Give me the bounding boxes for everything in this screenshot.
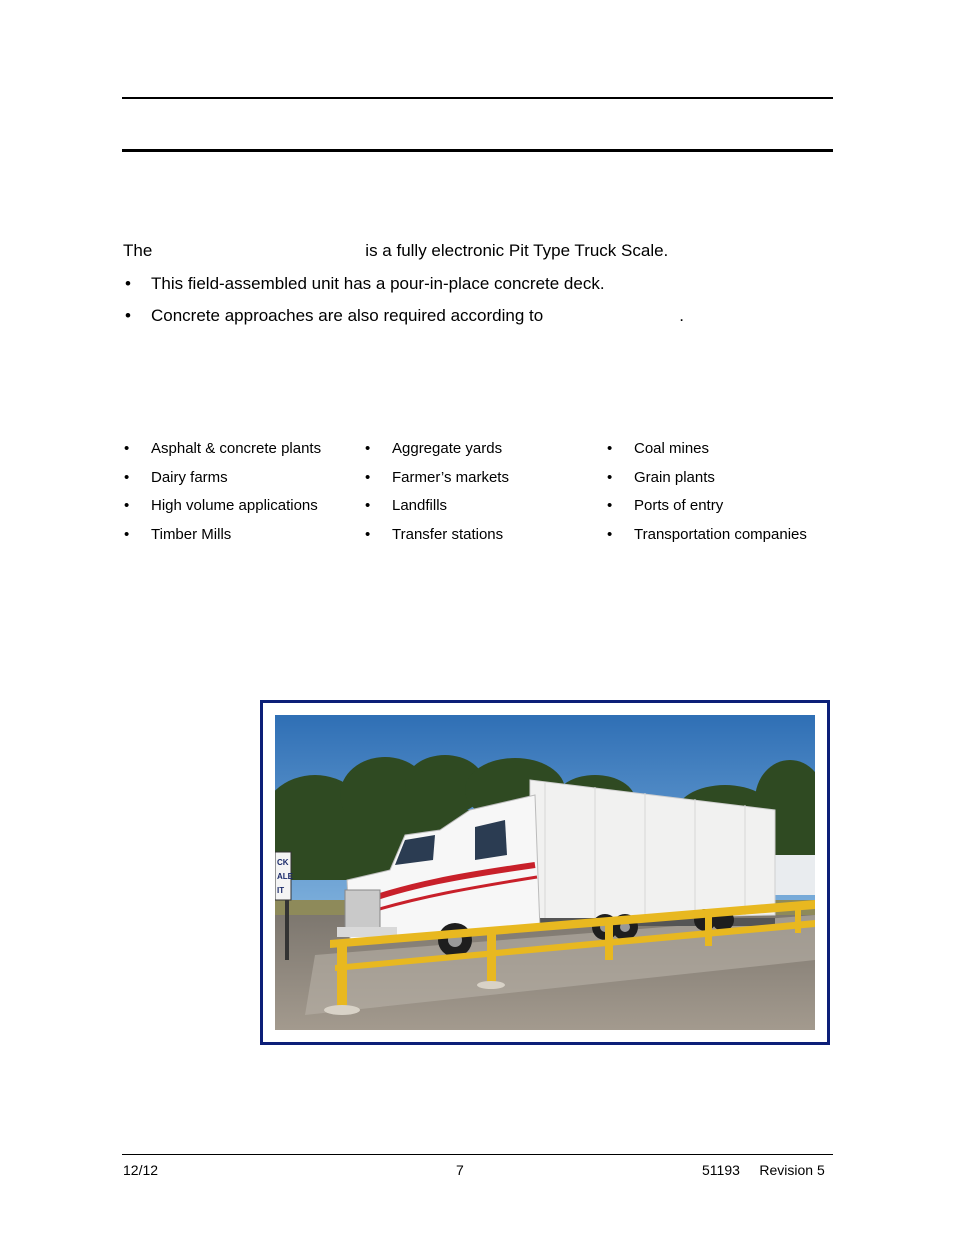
list-item: • Farmer’s markets bbox=[365, 468, 509, 486]
list-item: • Ports of entry bbox=[607, 497, 724, 514]
list-item: • Dairy farms bbox=[124, 468, 228, 486]
intro-rest: is a fully electronic Pit Type Truck Scale. bbox=[365, 241, 669, 260]
applications-column-2 bbox=[364, 439, 509, 553]
footer-rule bbox=[122, 1154, 833, 1155]
application-label: Coal mines bbox=[634, 440, 710, 457]
application-label: Asphalt & concrete plants bbox=[151, 440, 322, 457]
application-label: Transfer stations bbox=[392, 525, 504, 543]
intro-paragraph bbox=[123, 240, 668, 262]
applications-column-3 bbox=[606, 439, 807, 553]
header-rule-top bbox=[122, 97, 833, 99]
feature-list bbox=[123, 273, 684, 337]
footer-date: 12/12 bbox=[123, 1162, 159, 1178]
application-label: Timber Mills bbox=[151, 525, 232, 543]
list-item: • Transfer stations bbox=[365, 525, 504, 543]
list-item: • Concrete approaches are also required according to . bbox=[125, 306, 684, 325]
sign-text: IT bbox=[277, 886, 285, 895]
footer-doc-revision bbox=[702, 1162, 825, 1178]
feature-period: . bbox=[679, 306, 684, 325]
revision-label: Revision 5 bbox=[759, 1162, 825, 1178]
list-item: • Coal mines bbox=[607, 440, 710, 457]
truck-scale-photo bbox=[275, 715, 815, 1030]
sign-text: ALE bbox=[277, 872, 293, 881]
grille bbox=[345, 890, 380, 930]
list-item: • High volume applications bbox=[124, 497, 318, 514]
header-rule-bottom bbox=[122, 149, 833, 152]
application-label: Transportation companies bbox=[634, 525, 807, 543]
sign-text: CK bbox=[277, 858, 289, 867]
list-item: • Aggregate yards bbox=[365, 440, 503, 457]
applications-column-1 bbox=[123, 439, 321, 553]
intro-lead: The bbox=[123, 241, 153, 260]
far-building bbox=[770, 855, 815, 895]
application-label: Farmer’s markets bbox=[392, 468, 509, 486]
application-label: Landfills bbox=[392, 497, 448, 514]
list-item: • Transportation companies bbox=[607, 525, 807, 543]
list-item: • Landfills bbox=[365, 497, 448, 514]
feature-text: Concrete approaches are also required according to bbox=[151, 306, 544, 325]
list-item: • Timber Mills bbox=[124, 525, 232, 543]
feature-text: This field-assembled unit has a pour-in-place concrete deck. bbox=[151, 274, 605, 293]
application-label: Grain plants bbox=[634, 468, 715, 486]
application-label: Aggregate yards bbox=[392, 440, 503, 457]
page-number: 7 bbox=[456, 1162, 464, 1178]
list-item: • This field-assembled unit has a pour-in-place concrete deck. bbox=[125, 274, 605, 293]
application-label: Dairy farms bbox=[151, 468, 228, 486]
list-item: • Asphalt & concrete plants bbox=[124, 440, 322, 457]
application-label: Ports of entry bbox=[634, 497, 724, 514]
list-item: • Grain plants bbox=[607, 468, 715, 486]
doc-number: 51193 bbox=[702, 1162, 740, 1178]
truck-scale-photo-frame bbox=[260, 700, 830, 1045]
application-label: High volume applications bbox=[151, 497, 318, 514]
